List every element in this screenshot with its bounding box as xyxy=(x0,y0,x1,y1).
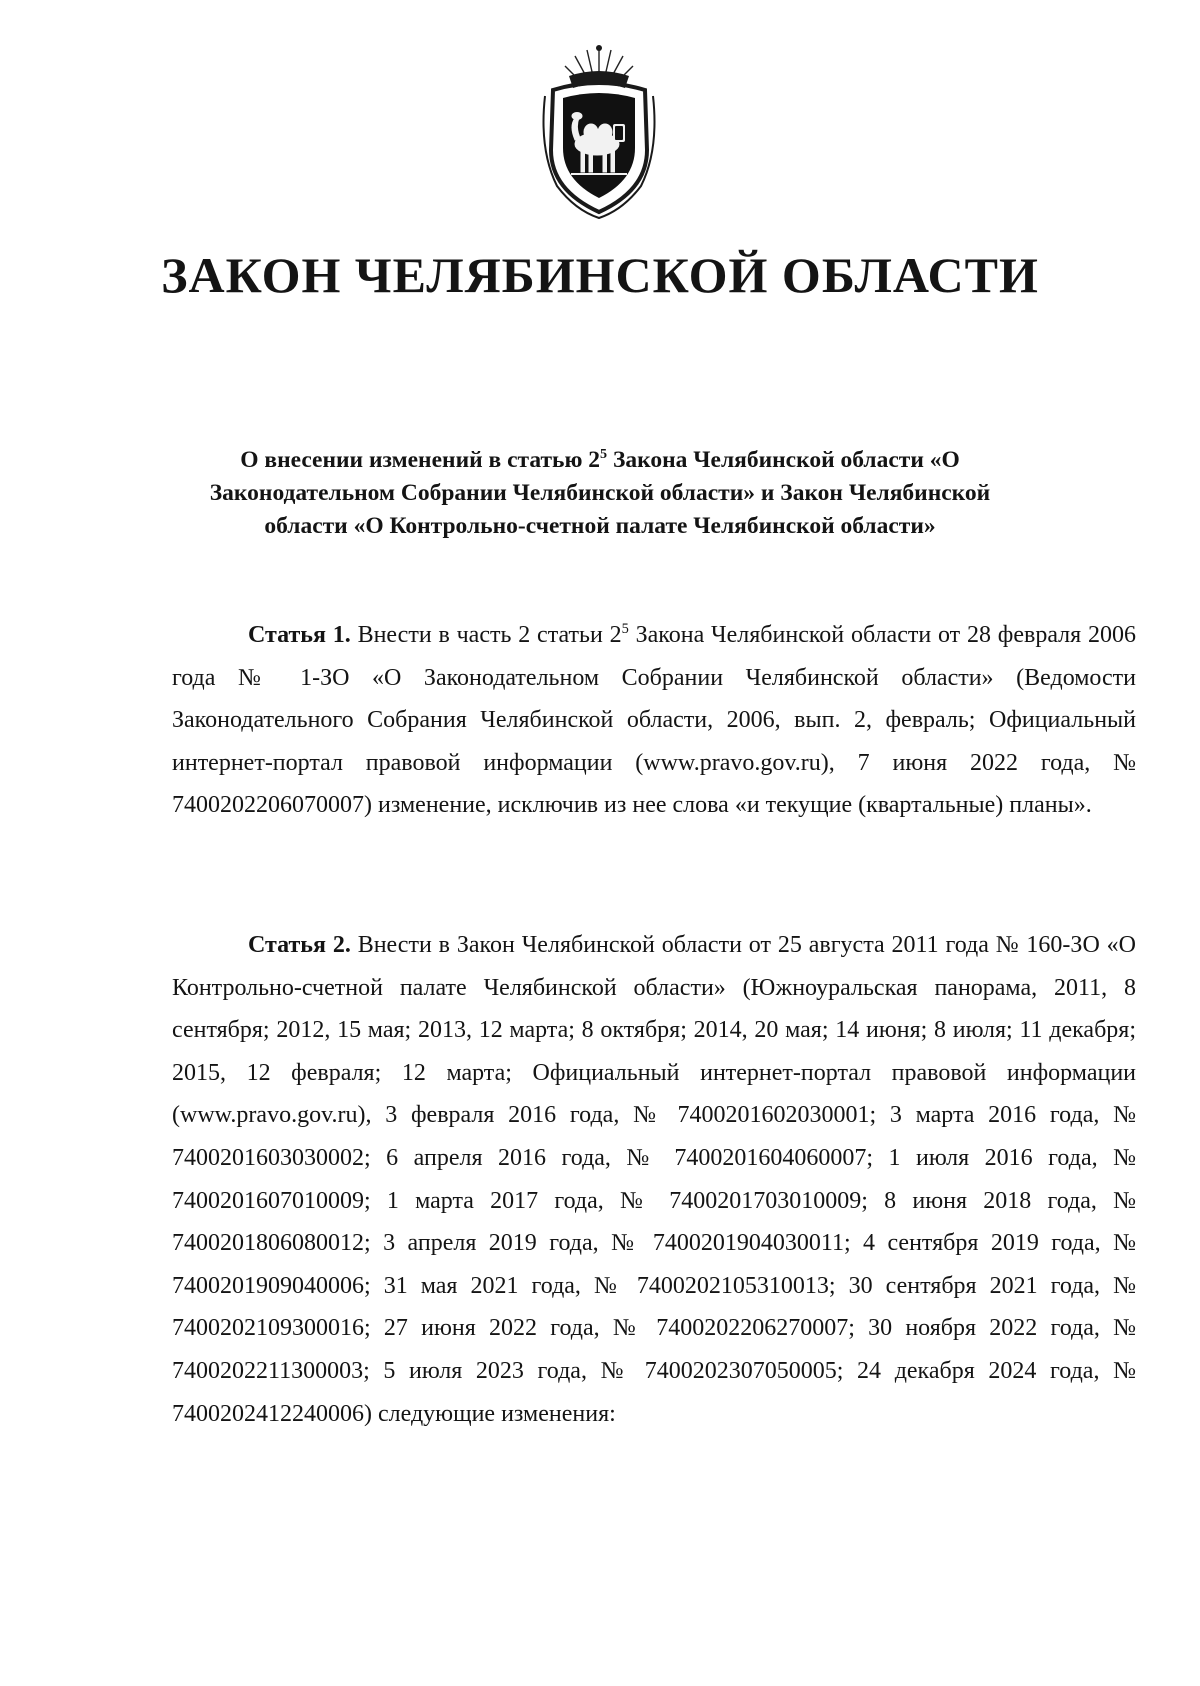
law-subtitle xyxy=(170,444,1030,543)
subtitle-text-part-1: О внесении изменений в статью 2 xyxy=(240,447,601,473)
article-1-superscript: 5 xyxy=(621,621,629,637)
coat-of-arms-emblem xyxy=(535,40,663,220)
article-2-paragraph xyxy=(172,924,1136,1435)
article-1-paragraph xyxy=(172,614,1136,827)
article-2-text: Внести в Закон Челябинской области от 25 августа 2011 года № 160-ЗО «О Контрольно-счетной палате Челябинской области» (Южноуральская панорама, 2011, 8 сентября; 2012, 15 мая; 2013, 12 марта; 8 октября; 2014, 20 мая; 14 июня; 8 июля; 11 декабря; 2015, 12 февраля; 12 марта; Официальный интернет-портал правовой информации (www.pravo.gov.ru), 3 февраля 2016 года, № 7400201602030001; 3 марта 2016 года, № 7400201603030002; 6 апреля 2016 года, № 7400201604060007; 1 июля 2016 года, № 7400201607010009; 1 марта 2017 года, № 7400201703010009; 8 июня 2018 года, № 7400201806080012; 3 апреля 2019 года, № 7400201904030011; 4 сентября 2019 года, № 7400201909040006; 31 мая 2021 года, № 7400202105310013; 30 сентября 2021 года, № 7400202109300016; 27 июня 2022 года, № 7400202206270007; 30 ноября 2022 года, № 7400202211300003; 5 июля 2023 года, № 7400202307050005; 24 декабря 2024 года, № 7400202412240006) следующие изменения: xyxy=(172,932,1136,1427)
subtitle-superscript: 5 xyxy=(600,446,608,463)
article-1-text-part-1: Внести в часть 2 статьи 2 xyxy=(350,622,622,648)
article-1-label: Статья 1. xyxy=(248,622,351,648)
law-title: ЗАКОН ЧЕЛЯБИНСКОЙ ОБЛАСТИ xyxy=(161,247,1039,303)
article-2-label: Статья 2. xyxy=(248,932,351,958)
article-1-text-part-2: Закона Челябинской области от 28 февраля 2006 года № 1-ЗО «О Законодательном Собрании Челябинской области» (Ведомости Законодательного Собрания Челябинской области, 2006, вып. 2, февраль; Официальный интернет-портал правовой информации (www.pravo.gov.ru), 7 июня 2022 года, № 7400202206070007) изменение, исключив из нее слова «и текущие (квартальные) планы». xyxy=(172,622,1137,819)
subtitle-text-part-2: Закона Челябинской области «О Законодательном Собрании Челябинской области» и Закон Челябинской области «О Контрольно-счетной палате Челябинской области» xyxy=(209,447,991,539)
